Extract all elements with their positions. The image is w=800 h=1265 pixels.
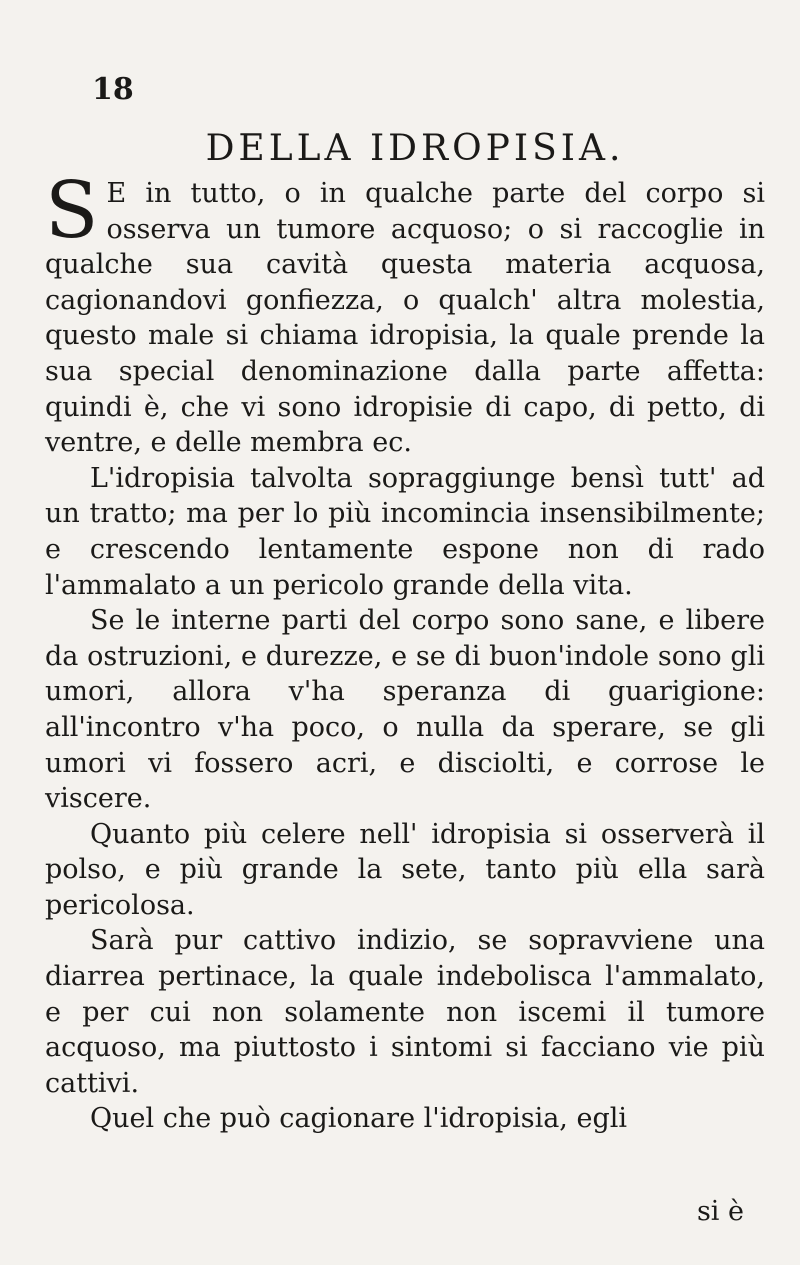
page-number: 18 bbox=[92, 72, 134, 107]
catchword: si è bbox=[696, 1196, 744, 1227]
running-head: DELLA IDROPISIA. bbox=[205, 128, 625, 169]
paragraph-1-text: E in tutto, o in qualche parte del corpo si osserva un tumore acquoso; o si raccoglie in qualche sua cavità questa materia acquosa, cagionandovi gonfiezza, o qualch' altra molestia, questo male si chiama idropisia, la quale prende la sua special denominazione dalla parte affetta: quindi è, che vi sono idropisie di capo, di petto, di ventre, e delle membra ec. bbox=[45, 178, 765, 459]
paragraph-2: L'idropisia talvolta sopraggiunge bensì tutt' ad un tratto; ma per lo più incomincia insensibilmente; e crescendo lentamente espone non di rado l'ammalato a un pericolo grande della vita. bbox=[45, 462, 765, 601]
paragraph-6: Quel che può cagionare l'idropisia, egli bbox=[90, 1103, 627, 1135]
paragraph-5: Sarà pur cattivo indizio, se sopravviene una diarrea pertinace, la quale indebolisca l'ammalato, e per cui non solamente non iscemi il tumore acquoso, ma piuttosto i sintomi si facciano vie più cattivi. bbox=[45, 925, 765, 1099]
body-text bbox=[45, 166, 765, 1137]
drop-cap: S bbox=[45, 166, 99, 256]
paragraph-3: Se le interne parti del corpo sono sane, e libere da ostruzioni, e durezze, e se di buon'indole sono gli umori, allora v'ha speranza di guarigione: all'incontro v'ha poco, o nulla da sperare, se gli umori vi fossero acri, e disciolti, e corrose le viscere. bbox=[45, 605, 765, 815]
paragraph-4: Quanto più celere nell' idropisia si osserverà il polso, e più grande la sete, tanto più ella sarà pericolosa. bbox=[45, 818, 765, 921]
paragraph-1 bbox=[45, 166, 765, 461]
